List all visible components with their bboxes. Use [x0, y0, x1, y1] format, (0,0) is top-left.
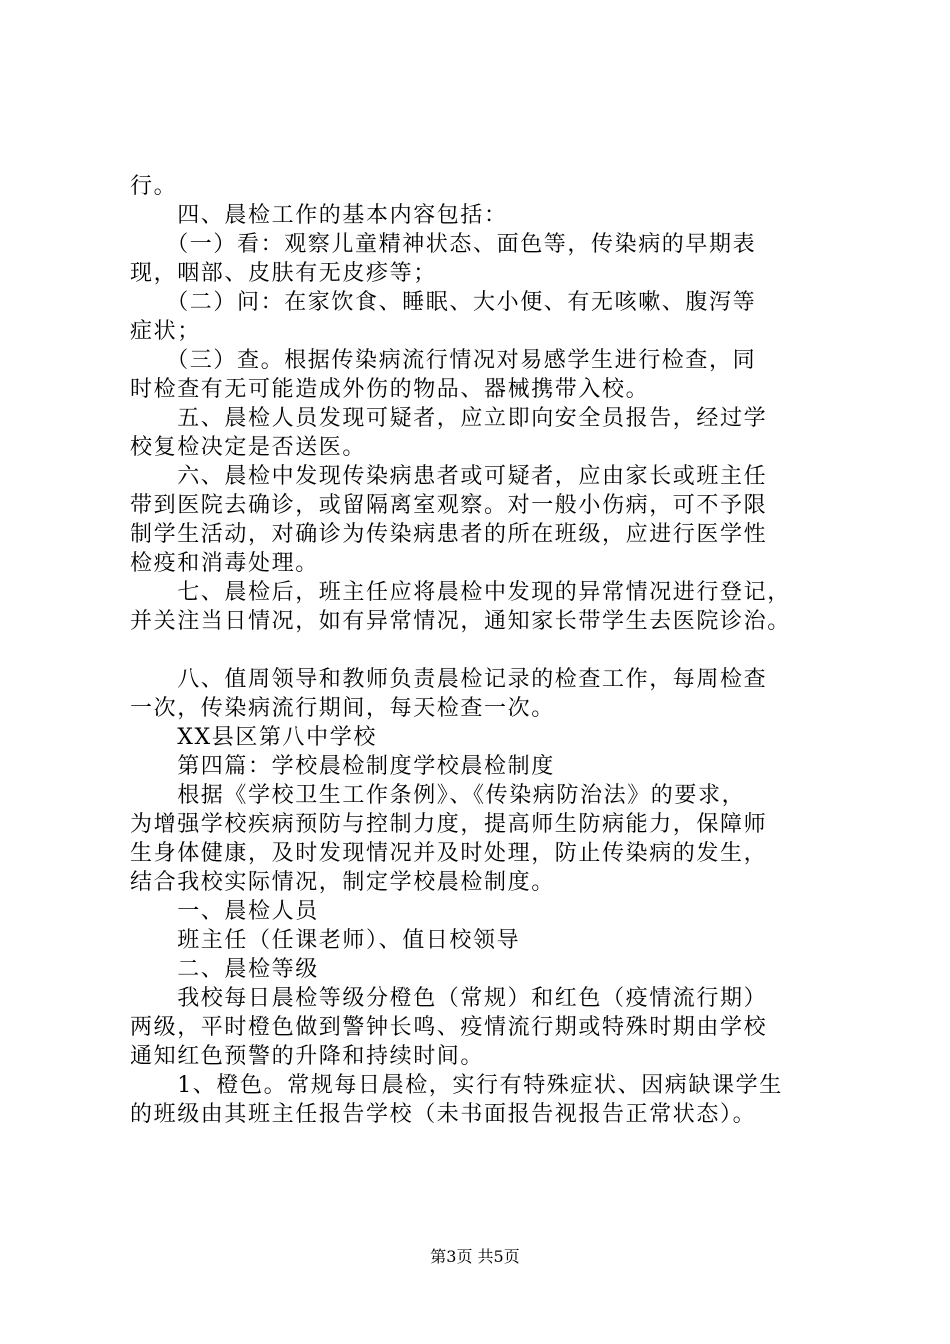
- text-line: 通知红色预警的升降和持续时间。: [130, 1044, 485, 1069]
- document-body: [130, 172, 830, 1129]
- school-name: XX县区第八中学校: [130, 725, 377, 750]
- text-line: 的班级由其班主任报告学校（未书面报告视报告正常状态）。: [130, 1102, 757, 1127]
- text-line: 七、晨检后，班主任应将晨检中发现的异常情况进行登记，: [130, 580, 791, 605]
- text-line: 生身体健康，及时发现情况并及时处理，防止传染病的发生，: [130, 841, 768, 866]
- text-line: 班主任（任课老师）、值日校领导: [130, 928, 521, 953]
- text-line: 带到医院去确诊，或留隔离室观察。对一般小伤病，可不予限: [130, 493, 768, 518]
- text-line: 五、晨检人员发现可疑者，应立即向安全员报告，经过学: [130, 406, 768, 431]
- text-line: 六、晨检中发现传染病患者或可疑者，应由家长或班主任: [130, 464, 768, 489]
- text-line: 检疫和消毒处理。: [130, 551, 319, 576]
- section-heading: 四、晨检工作的基本内容包括：: [130, 203, 508, 228]
- text-line: 校复检决定是否送医。: [130, 435, 367, 460]
- text-line: 现，咽部、皮肤有无皮疹等；: [130, 261, 437, 286]
- text-line: 时检查有无可能造成外伤的物品、器械携带入校。: [130, 377, 650, 402]
- page-number: 第3页 共5页: [430, 1247, 520, 1266]
- section-heading: 二、晨检等级: [130, 957, 319, 982]
- text-line: 两级，平时橙色做到警钟长鸣、疫情流行期或特殊时期由学校: [130, 1015, 768, 1040]
- text-line: （一）看：观察儿童精神状态、面色等，传染病的早期表: [130, 232, 757, 257]
- text-line: 并关注当日情况，如有异常情况，通知家长带学生去医院诊治。: [130, 609, 791, 634]
- text-line: 1、橙色。常规每日晨检，实行有特殊症状、因病缺课学生: [130, 1073, 783, 1098]
- text-line: 一次，传染病流行期间，每天检查一次。: [130, 696, 555, 721]
- text-line: 行。: [130, 174, 178, 199]
- text-line: 八、值周领导和教师负责晨检记录的检查工作，每周检查: [130, 667, 768, 692]
- blank-line: [130, 636, 830, 665]
- text-line: （三）查。根据传染病流行情况对易感学生进行检查，同: [130, 348, 757, 373]
- text-line: （二）问：在家饮食、睡眠、大小便、有无咳嗽、腹泻等: [130, 290, 757, 315]
- text-line: 我校每日晨检等级分橙色（常规）和红色（疫情流行期）: [130, 986, 768, 1011]
- section-heading: 一、晨检人员: [130, 899, 319, 924]
- text-line: 制学生活动，对确诊为传染病患者的所在班级，应进行医学性: [130, 522, 768, 547]
- text-line: 根据《学校卫生工作条例》、《传染病防治法》的要求，: [130, 783, 746, 808]
- text-line: 症状；: [130, 319, 201, 344]
- chapter-title: 第四篇：学校晨检制度学校晨检制度: [130, 754, 555, 779]
- text-line: 结合我校实际情况，制定学校晨检制度。: [130, 870, 555, 895]
- text-line: 为增强学校疾病预防与控制力度，提高师生防病能力，保障师: [130, 812, 768, 837]
